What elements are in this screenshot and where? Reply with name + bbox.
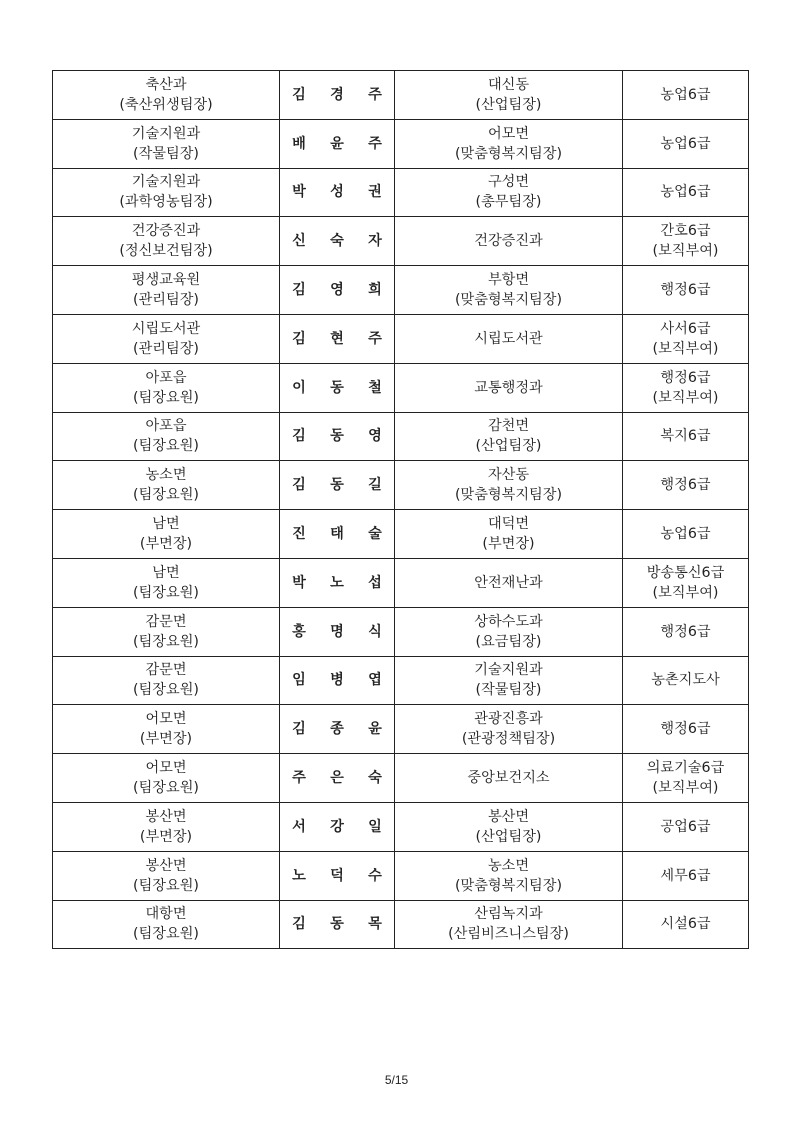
grade-cell (623, 168, 749, 217)
new-post-cell (395, 851, 623, 900)
new-post-text: (산림비즈니스팀장) (448, 926, 569, 943)
grade-cell (623, 363, 749, 412)
grade-cell (623, 412, 749, 461)
grade-text: 농업6급 (660, 135, 711, 152)
grade-cell (623, 119, 749, 168)
table-row (53, 607, 749, 656)
new-post-cell (395, 412, 623, 461)
table-row (53, 461, 749, 510)
table-row (53, 705, 749, 754)
grade-cell (623, 217, 749, 266)
previous-post-cell (53, 217, 280, 266)
table-row (53, 217, 749, 266)
previous-post-text: (축산위생팀장) (119, 96, 213, 113)
name-character: 덕 (330, 867, 344, 884)
grade-cell (623, 754, 749, 803)
name-character: 주 (368, 135, 382, 152)
previous-post-text: (정신보건팀장) (119, 243, 213, 260)
previous-post-text: 평생교육원 (131, 272, 201, 289)
previous-post-cell (53, 119, 280, 168)
name-character: 은 (330, 770, 344, 787)
grade-cell (623, 802, 749, 851)
grade-cell (623, 607, 749, 656)
new-post-cell (395, 314, 623, 363)
previous-post-cell (53, 71, 280, 120)
new-post-cell (395, 656, 623, 705)
new-post-text: 교통행정과 (474, 379, 543, 396)
name-character: 식 (368, 623, 382, 640)
table-row (53, 802, 749, 851)
previous-post-text: (팀장요원) (133, 926, 199, 943)
table-row (53, 119, 749, 168)
table-row (53, 754, 749, 803)
grade-cell (623, 656, 749, 705)
previous-post-cell (53, 607, 280, 656)
grade-cell (623, 510, 749, 559)
name-cell (280, 266, 395, 315)
new-post-cell (395, 558, 623, 607)
name-character: 노 (330, 574, 344, 591)
table-row (53, 266, 749, 315)
name-cell (280, 656, 395, 705)
name-character: 김 (292, 282, 306, 299)
name-character: 명 (330, 623, 344, 640)
new-post-cell (395, 363, 623, 412)
grade-text: (보직부여) (652, 243, 719, 260)
new-post-cell (395, 754, 623, 803)
grade-text: 시설6급 (660, 916, 711, 933)
grade-cell (623, 461, 749, 510)
new-post-text: 자산동 (487, 467, 530, 484)
new-post-text: 상하수도과 (474, 613, 543, 630)
name-character: 섭 (368, 574, 382, 591)
name-character: 동 (330, 477, 344, 494)
new-post-cell (395, 71, 623, 120)
previous-post-cell (53, 754, 280, 803)
name-character: 병 (330, 672, 344, 689)
grade-text: 사서6급 (660, 320, 711, 337)
name-character: 주 (292, 770, 306, 787)
name-cell (280, 71, 395, 120)
previous-post-text: 어모면 (145, 760, 187, 777)
grade-text: (보직부여) (652, 584, 719, 601)
new-post-cell (395, 119, 623, 168)
previous-post-text: 아포읍 (145, 418, 187, 435)
name-cell (280, 119, 395, 168)
table-row (53, 168, 749, 217)
name-character: 성 (330, 184, 344, 201)
name-character: 서 (292, 818, 306, 835)
new-post-text: 중앙보건지소 (467, 770, 550, 787)
page-number: 5/15 (384, 1073, 409, 1087)
new-post-text: 어모면 (487, 125, 530, 142)
previous-post-text: 대항면 (145, 906, 187, 923)
previous-post-text: 감문면 (145, 613, 187, 630)
grade-cell (623, 900, 749, 949)
name-character: 김 (292, 721, 306, 738)
previous-post-cell (53, 314, 280, 363)
previous-post-text: 봉산면 (145, 857, 187, 874)
name-character: 김 (292, 916, 306, 933)
new-post-cell (395, 217, 623, 266)
name-character: 윤 (330, 135, 344, 152)
name-character: 윤 (368, 721, 382, 738)
new-post-cell (395, 266, 623, 315)
grade-text: 농업6급 (660, 184, 711, 201)
previous-post-text: 시립도서관 (131, 320, 201, 337)
new-post-cell (395, 607, 623, 656)
grade-text: 행정6급 (660, 282, 711, 299)
name-character: 강 (330, 818, 344, 835)
name-cell (280, 851, 395, 900)
grade-text: (보직부여) (652, 389, 719, 406)
new-post-text: 대덕면 (487, 516, 530, 533)
previous-post-text: (부면장) (139, 536, 193, 553)
previous-post-text: (관리팀장) (133, 292, 199, 309)
new-post-text: 산림녹지과 (474, 906, 543, 923)
previous-post-text: (부면장) (139, 828, 193, 845)
new-post-cell (395, 461, 623, 510)
name-character: 태 (330, 526, 344, 543)
new-post-text: (산업팀장) (475, 96, 542, 113)
name-character: 임 (292, 672, 306, 689)
previous-post-text: (부면장) (139, 731, 193, 748)
previous-post-cell (53, 851, 280, 900)
grade-text: 세무6급 (660, 867, 711, 884)
previous-post-text: 기술지원과 (131, 125, 201, 142)
previous-post-text: 어모면 (145, 711, 187, 728)
name-character: 동 (330, 428, 344, 445)
table-row (53, 71, 749, 120)
new-post-text: (산업팀장) (475, 438, 542, 455)
previous-post-text: 아포읍 (145, 369, 187, 386)
grade-text: 행정6급 (660, 721, 711, 738)
previous-post-text: (관리팀장) (133, 340, 199, 357)
grade-cell (623, 314, 749, 363)
previous-post-text: 봉산면 (145, 808, 187, 825)
grade-text: 농업6급 (660, 86, 711, 103)
new-post-text: (맞춤형복지팀장) (454, 487, 562, 504)
name-cell (280, 314, 395, 363)
name-character: 김 (292, 477, 306, 494)
name-character: 배 (292, 135, 306, 152)
grade-cell (623, 266, 749, 315)
new-post-text: (총무팀장) (475, 194, 542, 211)
grade-text: 방송통신6급 (646, 564, 725, 581)
name-character: 경 (330, 86, 344, 103)
name-cell (280, 510, 395, 559)
new-post-text: 관광진흥과 (474, 711, 543, 728)
name-character: 권 (368, 184, 382, 201)
table-row (53, 851, 749, 900)
previous-post-cell (53, 363, 280, 412)
grade-text: 행정6급 (660, 623, 711, 640)
name-character: 박 (292, 574, 306, 591)
previous-post-cell (53, 900, 280, 949)
name-character: 술 (368, 526, 382, 543)
name-character: 수 (368, 867, 382, 884)
new-post-text: 건강증진과 (474, 233, 543, 250)
name-character: 김 (292, 330, 306, 347)
new-post-text: (맞춤형복지팀장) (454, 145, 562, 162)
name-cell (280, 754, 395, 803)
new-post-cell (395, 900, 623, 949)
previous-post-text: 기술지원과 (131, 174, 201, 191)
previous-post-cell (53, 168, 280, 217)
previous-post-cell (53, 510, 280, 559)
new-post-text: (요금팀장) (475, 633, 542, 650)
name-character: 철 (368, 379, 382, 396)
previous-post-text: (팀장요원) (133, 682, 199, 699)
previous-post-text: (팀장요원) (133, 584, 199, 601)
table-row (53, 412, 749, 461)
name-character: 주 (368, 86, 382, 103)
new-post-text: 부항면 (487, 272, 530, 289)
name-character: 엽 (368, 672, 382, 689)
grade-cell (623, 705, 749, 754)
grade-text: 공업6급 (660, 818, 711, 835)
new-post-text: 농소면 (487, 857, 530, 874)
previous-post-text: (팀장요원) (133, 438, 199, 455)
previous-post-text: 남면 (152, 564, 180, 581)
name-character: 목 (368, 916, 382, 933)
previous-post-cell (53, 802, 280, 851)
new-post-text: (부면장) (482, 536, 535, 553)
new-post-text: (맞춤형복지팀장) (454, 292, 562, 309)
name-character: 자 (368, 233, 382, 250)
new-post-text: (작물팀장) (475, 682, 542, 699)
previous-post-cell (53, 705, 280, 754)
name-character: 주 (368, 330, 382, 347)
grade-text: 간호6급 (660, 223, 711, 240)
table-row (53, 900, 749, 949)
new-post-cell (395, 802, 623, 851)
name-character: 희 (368, 282, 382, 299)
table-row (53, 656, 749, 705)
new-post-text: 안전재난과 (474, 574, 543, 591)
name-character: 이 (292, 379, 306, 396)
grade-text: (보직부여) (652, 780, 719, 797)
name-character: 동 (330, 379, 344, 396)
new-post-text: (산업팀장) (475, 828, 542, 845)
name-cell (280, 217, 395, 266)
grade-cell (623, 851, 749, 900)
grade-text: 복지6급 (660, 428, 711, 445)
name-cell (280, 412, 395, 461)
grade-text: 농업6급 (660, 526, 711, 543)
personnel-table (52, 70, 749, 949)
name-character: 일 (368, 818, 382, 835)
name-cell (280, 461, 395, 510)
grade-text: 행정6급 (660, 477, 711, 494)
new-post-text: (관광정책팀장) (461, 731, 556, 748)
name-character: 홍 (292, 623, 306, 640)
name-character: 영 (330, 282, 344, 299)
name-character: 신 (292, 233, 306, 250)
name-character: 김 (292, 86, 306, 103)
name-character: 박 (292, 184, 306, 201)
previous-post-text: 감문면 (145, 662, 187, 679)
name-cell (280, 363, 395, 412)
name-character: 종 (330, 721, 344, 738)
table-row (53, 558, 749, 607)
table-row (53, 510, 749, 559)
previous-post-text: (팀장요원) (133, 877, 199, 894)
previous-post-text: (팀장요원) (133, 389, 199, 406)
personnel-table-body (53, 71, 749, 949)
name-character: 길 (368, 477, 382, 494)
previous-post-cell (53, 656, 280, 705)
table-row (53, 363, 749, 412)
name-character: 현 (330, 330, 344, 347)
grade-cell (623, 71, 749, 120)
name-cell (280, 168, 395, 217)
grade-text: (보직부여) (652, 340, 719, 357)
name-character: 숙 (330, 233, 344, 250)
previous-post-cell (53, 461, 280, 510)
new-post-cell (395, 705, 623, 754)
new-post-cell (395, 168, 623, 217)
previous-post-cell (53, 558, 280, 607)
grade-cell (623, 558, 749, 607)
previous-post-cell (53, 412, 280, 461)
new-post-text: 구성면 (487, 174, 530, 191)
previous-post-text: 농소면 (145, 467, 187, 484)
previous-post-text: (팀장요원) (133, 487, 199, 504)
new-post-text: 감천면 (487, 418, 530, 435)
new-post-text: 대신동 (487, 76, 530, 93)
previous-post-text: (과학영농팀장) (119, 194, 213, 211)
new-post-text: 기술지원과 (474, 662, 543, 679)
previous-post-text: (작물팀장) (133, 145, 199, 162)
name-cell (280, 705, 395, 754)
name-character: 진 (292, 526, 306, 543)
name-cell (280, 900, 395, 949)
name-character: 동 (330, 916, 344, 933)
new-post-text: (맞춤형복지팀장) (454, 877, 562, 894)
table-row (53, 314, 749, 363)
name-character: 노 (292, 867, 306, 884)
previous-post-text: 건강증진과 (131, 223, 201, 240)
name-character: 숙 (368, 770, 382, 787)
name-character: 영 (368, 428, 382, 445)
grade-text: 행정6급 (660, 369, 711, 386)
name-cell (280, 802, 395, 851)
grade-text: 농촌지도사 (651, 672, 720, 689)
previous-post-text: (팀장요원) (133, 780, 199, 797)
previous-post-text: 축산과 (145, 76, 187, 93)
previous-post-text: (팀장요원) (133, 633, 199, 650)
previous-post-cell (53, 266, 280, 315)
new-post-text: 시립도서관 (474, 330, 543, 347)
previous-post-text: 남면 (152, 516, 180, 533)
name-character: 김 (292, 428, 306, 445)
grade-text: 의료기술6급 (646, 760, 725, 777)
name-cell (280, 558, 395, 607)
new-post-cell (395, 510, 623, 559)
new-post-text: 봉산면 (487, 808, 530, 825)
name-cell (280, 607, 395, 656)
